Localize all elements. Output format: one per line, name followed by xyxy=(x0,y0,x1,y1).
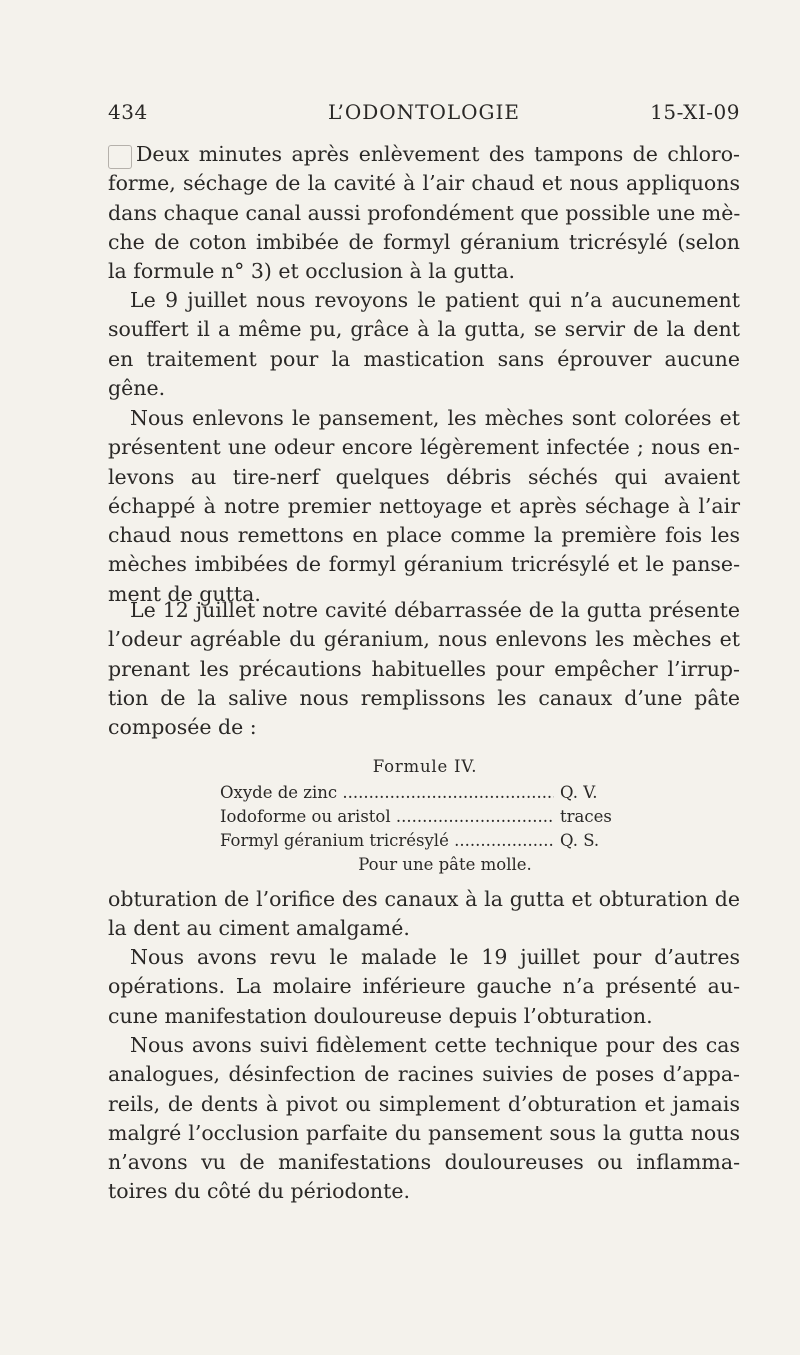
text-line: Le 9 juillet nous revoyons le patient qui n’a aucunement xyxy=(130,288,740,312)
text-line: composée de : xyxy=(108,715,257,740)
text-line: prenant les précautions habituelles pour empêcher l’irrup- xyxy=(108,656,740,681)
text-line: gêne. xyxy=(108,375,166,400)
text-line: toires du côté du périodonte. xyxy=(108,1179,411,1204)
ingredient-name: Oxyde de zinc ..... xyxy=(220,781,554,805)
text-line: forme, séchage de la cavité à l’air chaud et nous appliquons xyxy=(108,171,740,196)
text-line: levons au tire-nerf quelques débris séchés qui avaient xyxy=(108,464,740,489)
text-line: échappé à notre premier nettoyage et après séchage à l’air xyxy=(108,493,740,518)
text-line: reils, de dents à pivot ou simplement d’obturation et jamais xyxy=(108,1091,740,1116)
paragraph-2 xyxy=(108,286,740,403)
text-line: souffert il a même pu, grâce à la gutta, se servir de la dent xyxy=(108,317,740,342)
text-line: Le 12 juillet notre cavité débarrassée de la gutta présente xyxy=(130,598,740,622)
formula-row xyxy=(220,805,630,829)
text-line: analogues, désinfection de racines suivies de poses d’appa- xyxy=(108,1062,740,1087)
formula-row xyxy=(220,829,630,853)
text-line: malgré l’occlusion parfaite du pansement sous la gutta nous xyxy=(108,1120,740,1145)
text-line: che de coton imbibée de formyl géranium tricrésylé (selon xyxy=(108,229,740,254)
text-line: opérations. La molaire inférieure gauche n’a présenté au- xyxy=(108,974,740,999)
ingredient-name: Formyl géranium tricrésylé ..... xyxy=(220,829,554,853)
text-line: la formule n° 3) et occlusion à la gutta. xyxy=(108,259,516,284)
text-line: tion de la salive nous remplissons les canaux d’une pâte xyxy=(108,685,740,710)
ingredient-name: Iodoforme ou aristol ..... xyxy=(220,805,554,829)
text-line: Nous enlevons le pansement, les mèches sont colorées et xyxy=(130,406,740,430)
paragraph-4 xyxy=(108,596,740,742)
text-line: Nous avons suivi fidèlement cette technique pour des cas xyxy=(130,1033,740,1057)
paragraph-5 xyxy=(108,885,740,944)
text-line: ment de gutta. xyxy=(108,581,261,606)
text-line: dans chaque canal aussi profondément que possible une mè- xyxy=(108,200,741,225)
ingredient-quantity: traces xyxy=(560,807,612,826)
text-line: Deux minutes après enlèvement des tampons de chloro- xyxy=(136,142,740,166)
running-header xyxy=(108,100,740,130)
formula-title: Formule IV. xyxy=(372,757,478,776)
text-line: l’odeur agréable du géranium, nous enlevons les mèches et xyxy=(108,627,740,652)
journal-title: L’ODONTOLOGIE xyxy=(327,100,521,124)
text-line: mèches imbibées de formyl géranium tricrésylé et le panse- xyxy=(108,552,740,577)
formula-note: Pour une pâte molle. xyxy=(358,855,532,874)
text-line: obturation de l’orifice des canaux à la gutta et obturation de xyxy=(108,887,740,911)
ingredient-quantity: Q. V. xyxy=(560,783,598,802)
text-line: Nous avons revu le malade le 19 juillet pour d’autres xyxy=(130,945,740,969)
text-line: présentent une odeur encore légèrement infectée ; nous en- xyxy=(108,435,740,460)
page-number: 434 xyxy=(108,100,148,124)
paragraph-1 xyxy=(108,140,740,286)
paragraph-6 xyxy=(108,943,740,1031)
text-line: la dent au ciment amalgamé. xyxy=(108,916,410,941)
paragraph-3 xyxy=(108,404,740,609)
text-line: en traitement pour la mastication sans éprouver aucune xyxy=(108,346,740,371)
formula-block xyxy=(220,755,630,877)
text-line: chaud nous remettons en place comme la première fois les xyxy=(108,523,740,548)
paragraph-7 xyxy=(108,1031,740,1207)
text-line: cune manifestation douloureuse depuis l’obturation. xyxy=(108,1003,653,1028)
text-line: n’avons vu de manifestations douloureuses ou inflamma- xyxy=(108,1150,740,1175)
issue-date: 15-XI-09 xyxy=(650,100,740,124)
formula-row xyxy=(220,781,630,805)
ingredient-quantity: Q. S. xyxy=(560,831,600,850)
